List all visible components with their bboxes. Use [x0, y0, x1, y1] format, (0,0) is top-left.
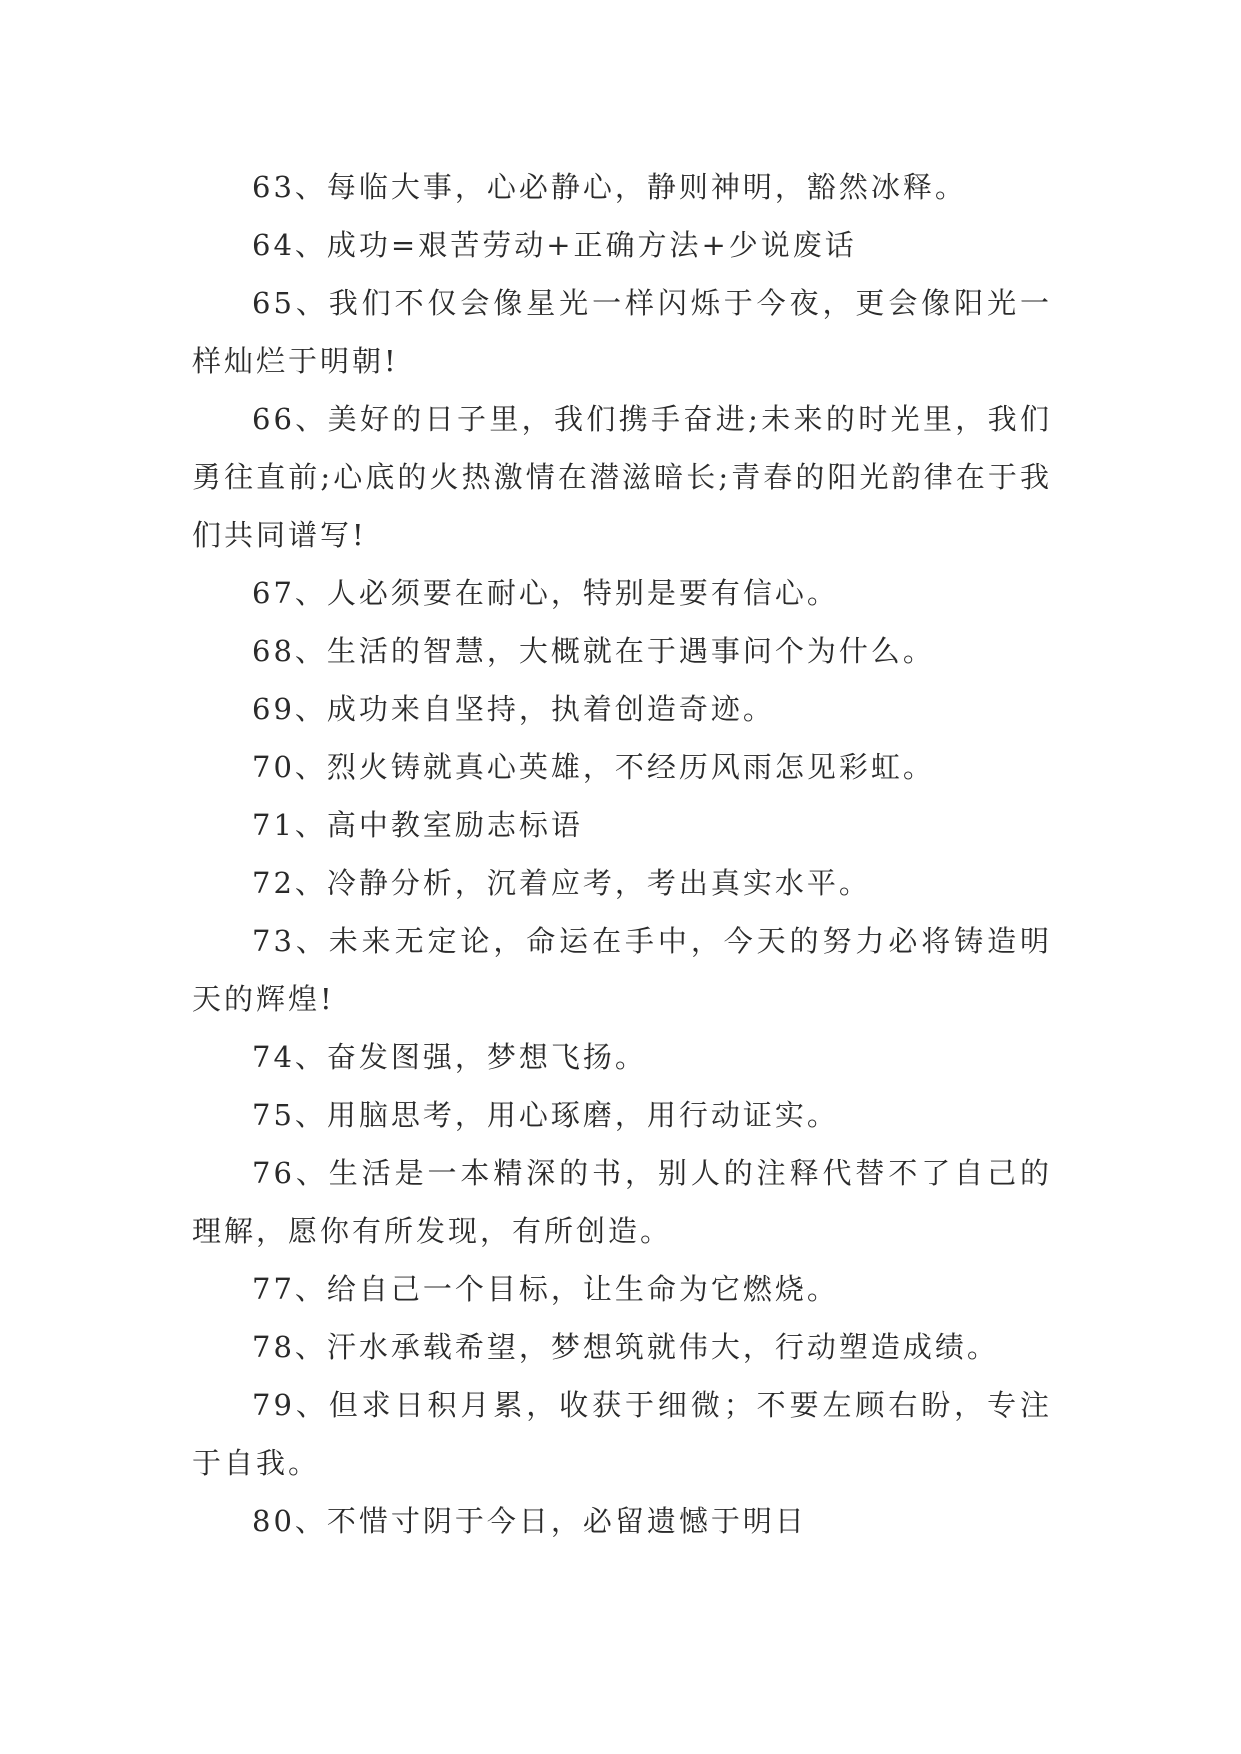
list-item: 79、但求日积月累，收获于细微；不要左顾右盼，专注于自我。 — [192, 1388, 1052, 1480]
document-body — [192, 158, 1052, 1550]
list-item: 66、美好的日子里，我们携手奋进;未来的时光里，我们勇往直前;心底的火热激情在潜滋暗长;青春的阳光韵律在于我们共同谱写! — [192, 402, 1052, 552]
list-item: 80、不惜寸阴于今日，必留遗憾于明日 — [252, 1504, 807, 1538]
list-item: 77、给自己一个目标，让生命为它燃烧。 — [252, 1272, 839, 1306]
list-item: 68、生活的智慧，大概就在于遇事问个为什么。 — [252, 634, 935, 668]
list-item: 74、奋发图强，梦想飞扬。 — [252, 1040, 647, 1074]
list-item: 78、汗水承载希望，梦想筑就伟大，行动塑造成绩。 — [252, 1330, 999, 1364]
list-item: 72、冷静分析，沉着应考，考出真实水平。 — [252, 866, 871, 900]
list-item: 69、成功来自坚持，执着创造奇迹。 — [252, 692, 775, 726]
list-item: 67、人必须要在耐心，特别是要有信心。 — [252, 576, 839, 610]
list-item: 64、成功=艰苦劳动+正确方法+少说废话 — [252, 228, 857, 262]
list-item: 73、未来无定论，命运在手中，今天的努力必将铸造明天的辉煌! — [192, 924, 1052, 1016]
list-item: 71、高中教室励志标语 — [252, 808, 583, 842]
list-item: 76、生活是一本精深的书，别人的注释代替不了自己的理解，愿你有所发现，有所创造。 — [192, 1156, 1052, 1248]
list-item: 70、烈火铸就真心英雄，不经历风雨怎见彩虹。 — [252, 750, 935, 784]
list-item: 65、我们不仅会像星光一样闪烁于今夜，更会像阳光一样灿烂于明朝! — [192, 286, 1052, 378]
list-item: 75、用脑思考，用心琢磨，用行动证实。 — [252, 1098, 839, 1132]
list-item: 63、每临大事，心必静心，静则神明，豁然冰释。 — [252, 170, 967, 204]
